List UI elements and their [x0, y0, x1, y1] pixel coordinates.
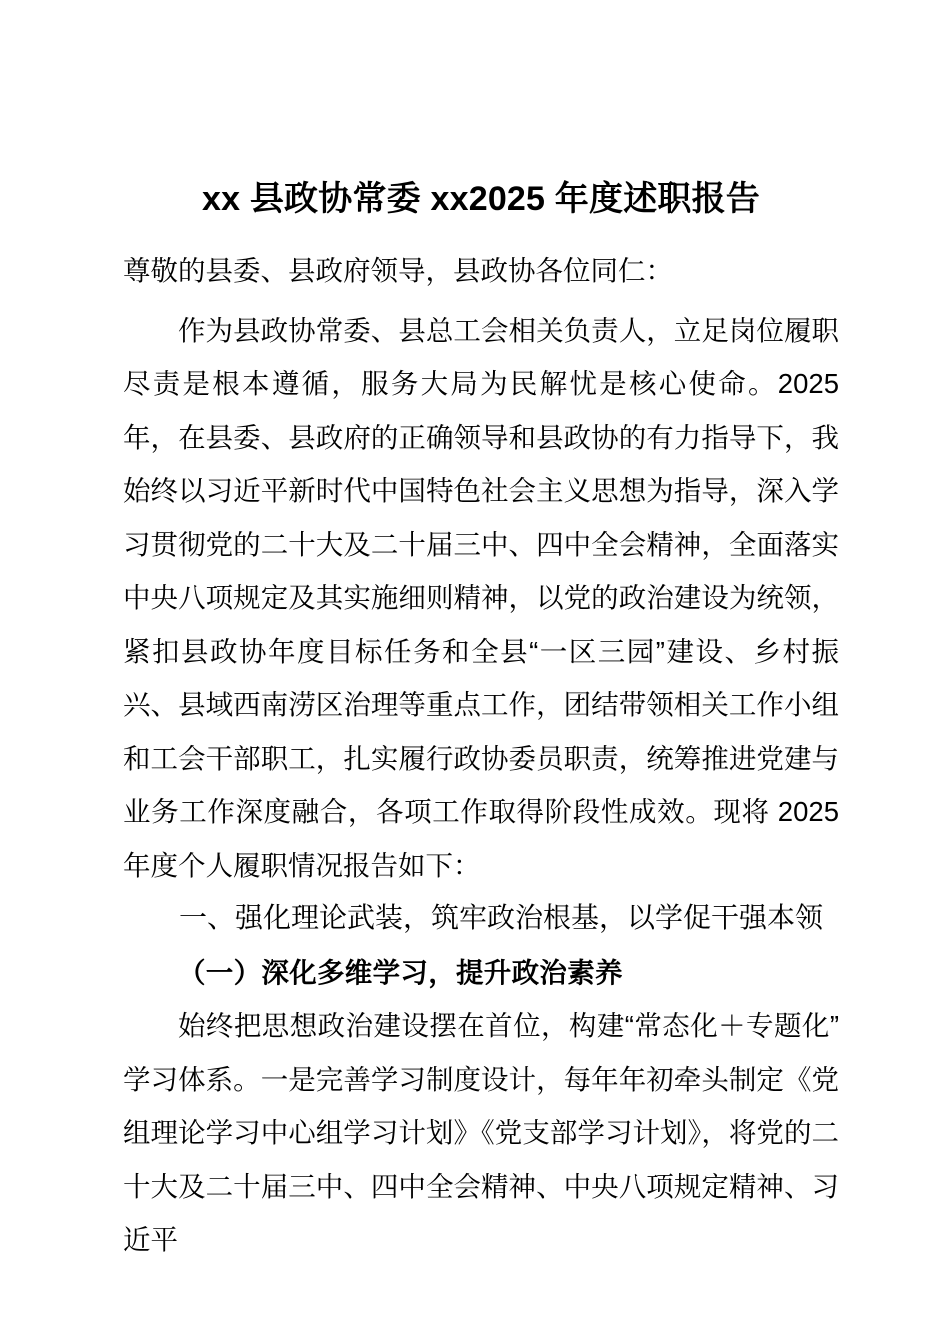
heading-level-2: （一）深化多维学习，提升政治素养: [178, 956, 623, 988]
page-title: xx 县政协常委 xx2025 年度述职报告: [201, 180, 760, 218]
paragraph-section-1-1-body: 始终把思想政治建设摆在首位，构建“常态化＋专题化”学习体系。一是完善学习制度设计，每年年初牵头制定《党组理论学习中心组学习计划》《党支部学习计划》，将党的二十大及二十届三中、四中全会精神、中央八项规定精神、习近平: [123, 1010, 839, 1255]
salutation-line: 尊敬的县委、县政府领导，县政协各位同仁：: [123, 255, 673, 286]
heading-level-1: 一、强化理论武装，筑牢政治根基，以学促干强本领: [179, 903, 824, 934]
paragraph-intro: 作为县政协常委、县总工会相关负责人，立足岗位履职尽责是根本遵循，服务大局为民解忧是核心使命。2025 年，在县委、县政府的正确领导和县政协的有力指导下，我始终以习近平新时代中国特色社会主义思想为指导，深入学习贯彻党的二十大及二十届三中、四中全会精神，全面落实中央八项规定及其实施细则精神，以党的政治建设为统领，紧扣县政协年度目标任务和全县“一区三园”建设、乡村振兴、县域西南涝区治理等重点工作，团结带领相关工作小组和工会干部职工，扎实履行政协委员职责，统筹推进党建与业务工作深度融合，各项工作取得阶段性成效。现将 2025 年度个人履职情况报告如下：: [123, 314, 839, 881]
document-content: [123, 0, 839, 1267]
